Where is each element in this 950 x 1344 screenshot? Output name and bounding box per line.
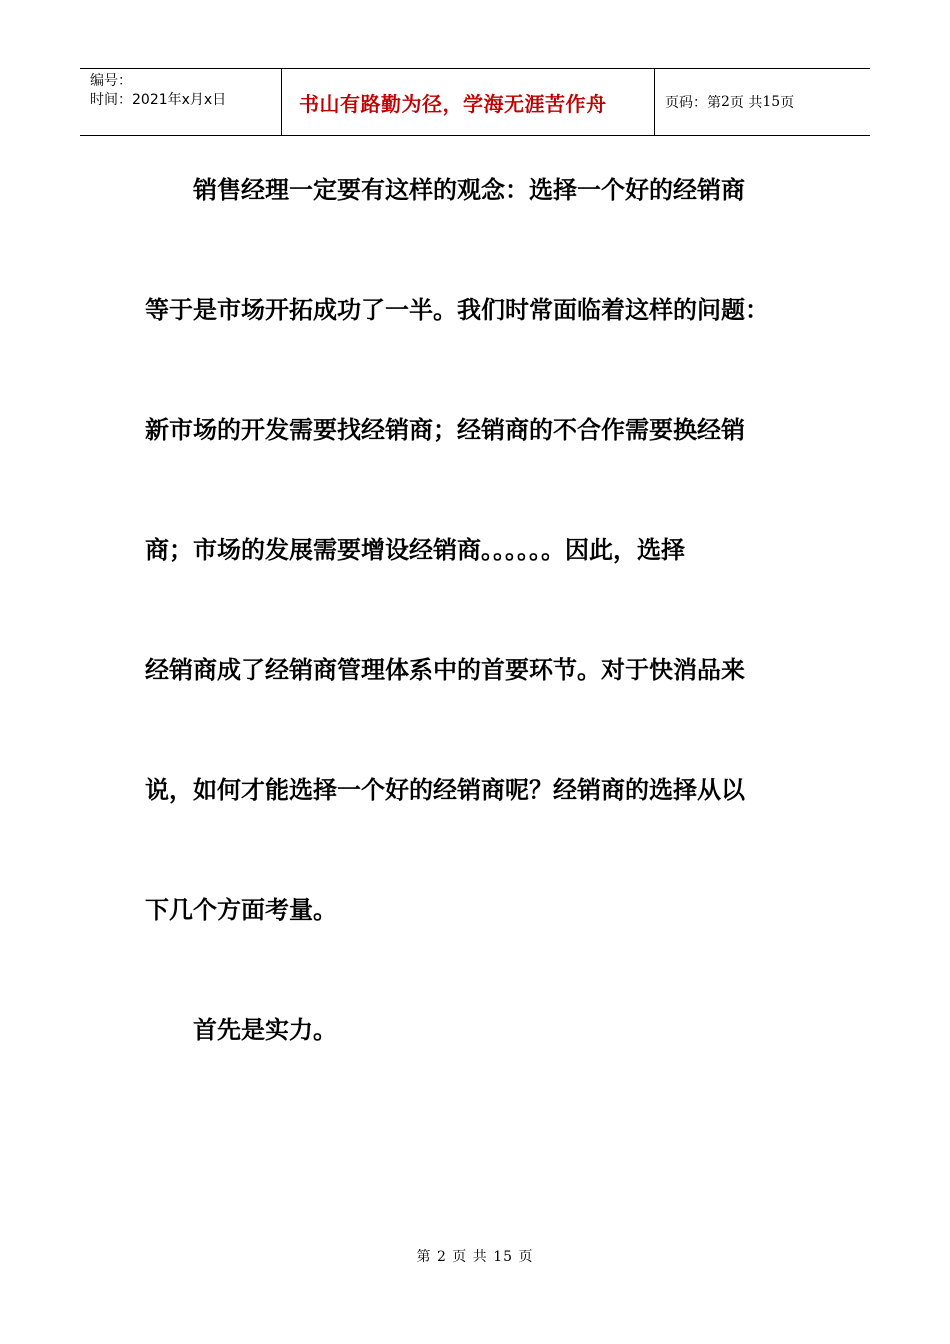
time-label: 时间：: [90, 92, 132, 108]
paragraph-line: 等于是市场开拓成功了一半。我们时常面临着这样的问题：: [145, 295, 769, 324]
header-page-number: [655, 69, 870, 135]
header-motto: 书山有路勤为径，学海无涯苦作舟: [282, 69, 655, 135]
page-suffix: 页: [780, 95, 795, 111]
paragraph-line: 说，如何才能选择一个好的经销商呢？经销商的选择从以: [145, 775, 745, 804]
paragraph-line: 商；市场的发展需要增设经销商。。。。。。因此，选择: [145, 535, 685, 564]
page-current: 2: [721, 94, 730, 110]
page-prefix: 页码：第: [665, 95, 721, 111]
page-mid: 页 共: [729, 95, 763, 111]
paragraph-line: 首先是实力。: [145, 1015, 337, 1044]
page-total: 15: [762, 94, 781, 110]
page-header: [80, 68, 870, 136]
paragraph-line: 新市场的开发需要找经销商；经销商的不合作需要换经销: [145, 415, 745, 444]
number-label: 编号：: [90, 73, 132, 89]
paragraph-line: 经销商成了经销商管理体系中的首要环节。对于快消品来: [145, 655, 745, 684]
time-value: 2021年x月x日: [132, 92, 227, 108]
page-footer: 第 2 页 共 15 页: [416, 1249, 534, 1265]
header-meta: [80, 69, 282, 135]
paragraph-line: 销售经理一定要有这样的观念：选择一个好的经销商: [145, 175, 745, 204]
paragraph-line: 下几个方面考量。: [145, 895, 337, 924]
time-line: [90, 91, 281, 110]
